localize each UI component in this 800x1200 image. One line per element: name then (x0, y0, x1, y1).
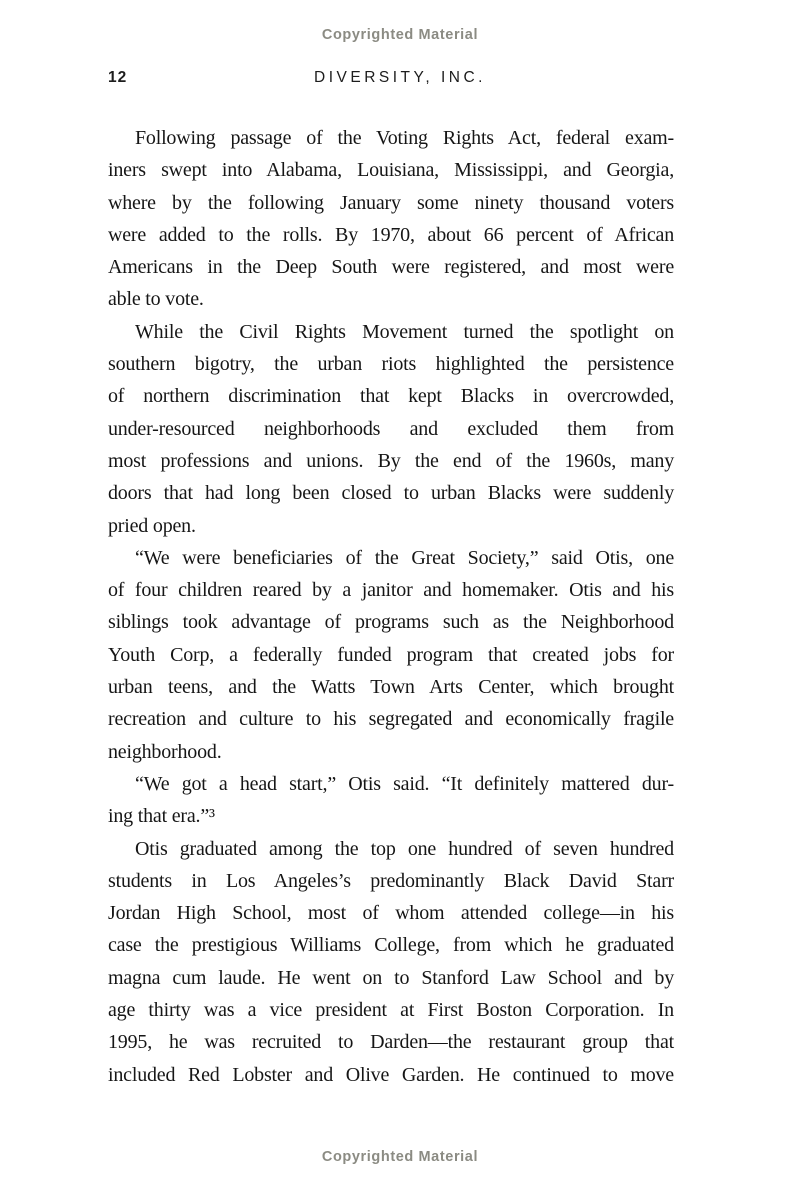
copyright-watermark-bottom: Copyrighted Material (321, 1149, 479, 1165)
text-line: Following passage of the Voting Rights Act, federal exam- (135, 127, 674, 149)
paragraph (108, 316, 674, 542)
text-line: southern bigotry, the urban riots highlighted the persistence (108, 353, 674, 376)
text-line: While the Civil Rights Movement turned the spotlight on (135, 320, 674, 343)
text-line: 1995, he was recruited to Darden—the restaurant group that (108, 1031, 674, 1054)
paragraph (108, 542, 674, 768)
text-line: pried open. (108, 514, 196, 537)
body-text (108, 122, 674, 1091)
paragraph (108, 833, 674, 1091)
paragraph (108, 768, 674, 833)
text-line: “We were beneficiaries of the Great Society,” said Otis, one (135, 546, 674, 569)
text-line: age thirty was a vice president at First Boston Corporation. In (108, 999, 674, 1022)
text-line: able to vote. (108, 288, 204, 311)
text-line: Jordan High School, most of whom attended college—in his (108, 902, 674, 925)
text-line: iners swept into Alabama, Louisiana, Mississippi, and Georgia, (108, 159, 674, 182)
copyright-watermark-top: Copyrighted Material (321, 27, 479, 43)
running-header: DIVERSITY, INC. (314, 69, 486, 86)
paragraph (108, 122, 674, 316)
text-line: doors that had long been closed to urban Blacks were suddenly (108, 482, 674, 505)
text-line: students in Los Angeles’s predominantly Black David Starr (108, 869, 674, 892)
text-line: Otis graduated among the top one hundred of seven hundred (135, 837, 674, 860)
text-line: Youth Corp, a federally funded program that created jobs for (108, 643, 674, 666)
text-line: siblings took advantage of programs such as the Neighborhood (108, 611, 674, 634)
text-line: neighborhood. (108, 740, 222, 763)
text-line: magna cum laude. He went on to Stanford Law School and by (108, 966, 674, 989)
text-line: where by the following January some ninety thousand voters (108, 191, 674, 214)
text-line: ing that era.”³ (108, 805, 215, 828)
text-line: case the prestigious Williams College, from which he graduated (108, 934, 674, 957)
text-line: of four children reared by a janitor and homemaker. Otis and his (108, 579, 674, 602)
text-line: “We got a head start,” Otis said. “It definitely mattered dur- (135, 772, 674, 795)
text-line: Americans in the Deep South were registered, and most were (108, 256, 674, 279)
text-line: recreation and culture to his segregated and economically fragile (108, 708, 674, 731)
page-number: 12 (108, 69, 128, 86)
text-line: urban teens, and the Watts Town Arts Center, which brought (108, 676, 674, 699)
text-line: included Red Lobster and Olive Garden. He continued to move (108, 1063, 674, 1086)
text-line: of northern discrimination that kept Blacks in overcrowded, (108, 385, 674, 408)
text-line: under-resourced neighborhoods and excluded them from (108, 417, 674, 440)
text-line: were added to the rolls. By 1970, about 66 percent of African (108, 223, 674, 246)
text-line: most professions and unions. By the end of the 1960s, many (108, 449, 674, 472)
